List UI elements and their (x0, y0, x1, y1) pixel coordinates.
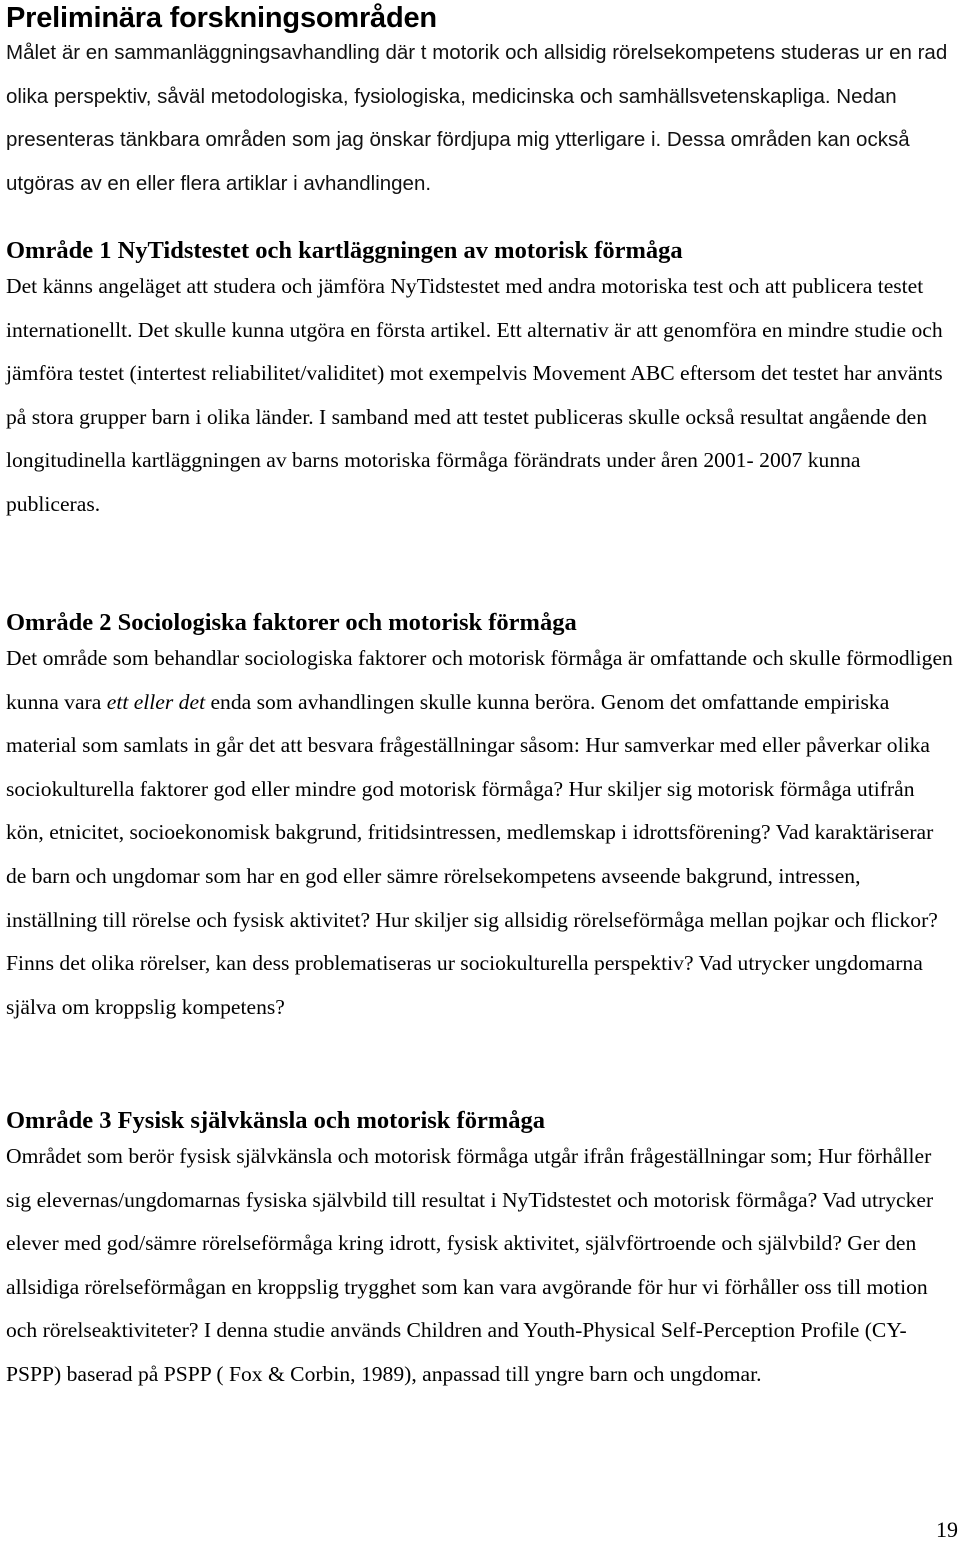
section-omrade-1 (6, 236, 954, 527)
page-number: 19 (936, 1517, 958, 1542)
section-omrade-3 (6, 1106, 954, 1397)
section-body: Området som berör fysisk självkänsla och motorisk förmåga utgår ifrån frågeställningar som; Hur förhåller sig elevernas/ungdomarnas fysiska självbild till resultat i NyTidstestet och motorisk förmåga? Vad utrycker elever med god/sämre rörelseförmåga kring idrott, fysisk aktivitet, självförtroende och självbild? Ger den allsidiga rörelseförmågan en kroppslig trygghet som kan vara avgörande för hur vi förhåller oss till motion och rörelseaktiviteter? I denna studie används Children and Youth-Physical Self-Perception Profile (CY-PSPP) baserad på PSPP ( Fox & Corbin, 1989), anpassad till yngre barn och ungdomar. (6, 1144, 934, 1386)
section-body (6, 637, 954, 1029)
section-body-emphasis: ett eller det (106, 689, 206, 714)
intro-paragraph: Målet är en sammanläggningsavhandling där t motorik och allsidig rörelsekompetens studeras ur en rad olika perspektiv, såväl metodologiska, fysiologiska, medicinska och samhällsvetenskapliga. Nedan presenteras tänkbara områden som jag önskar fördjupa mig ytterligare i. Dessa områden kan också utgöras av en eller flera artiklar i avhandlingen. (6, 41, 948, 195)
section-body-text: Det område som behandlar sociologiska faktorer och motorisk förmåga är omfattande och skulle förmodligen kunna vara (6, 646, 953, 714)
section-heading: Område 1 NyTidstestet och kartläggningen av motorisk förmåga (6, 237, 683, 264)
section-body-text: enda som avhandlingen skulle kunna beröra. Genom det omfattande empiriska material som samlats in går det att besvara frågeställningar såsom: Hur samverkar med eller påverkar olika sociokulturella faktorer god eller mindre god motorisk förmåga? Hur skiljer sig motorisk förmåga utifrån kön, etnicitet, socioekonomisk bakgrund, fritidsintressen, medlemskap i idrottsförening? Vad karaktäriserar de barn och ungdomar som har en god eller sämre rörelsekompetens avseende bakgrund, intressen, inställning till rörelse och fysisk aktivitet? Hur skiljer sig allsidig rörelseförmåga mellan pojkar och flickor? Finns det olika rörelser, kan dess problematiseras ur sociokulturella perspektiv? Vad utrycker ungdomarna själva om kroppslig kompetens? (6, 689, 938, 1019)
section-heading: Område 2 Sociologiska faktorer och motorisk förmåga (6, 609, 577, 636)
section-heading: Område 3 Fysisk självkänsla och motorisk förmåga (6, 1107, 545, 1134)
section-omrade-2 (6, 608, 954, 1029)
page-title: Preliminära forskningsområden (6, 2, 437, 34)
document-page (6, 0, 954, 1386)
section-body: Det känns angeläget att studera och jämföra NyTidstestet med andra motoriska test och att publicera testet internationellt. Det skulle kunna utgöra en första artikel. Ett alternativ är att genomföra en mindre studie och jämföra testet (intertest reliabilitet/validitet) mot exempelvis Movement ABC eftersom det testet har använts på stora grupper barn i olika länder. I samband med att testet publiceras skulle också resultat angående den longitudinella kartläggningen av barns motoriska förmåga förändrats under åren 2001- 2007 kunna publiceras. (6, 274, 943, 516)
